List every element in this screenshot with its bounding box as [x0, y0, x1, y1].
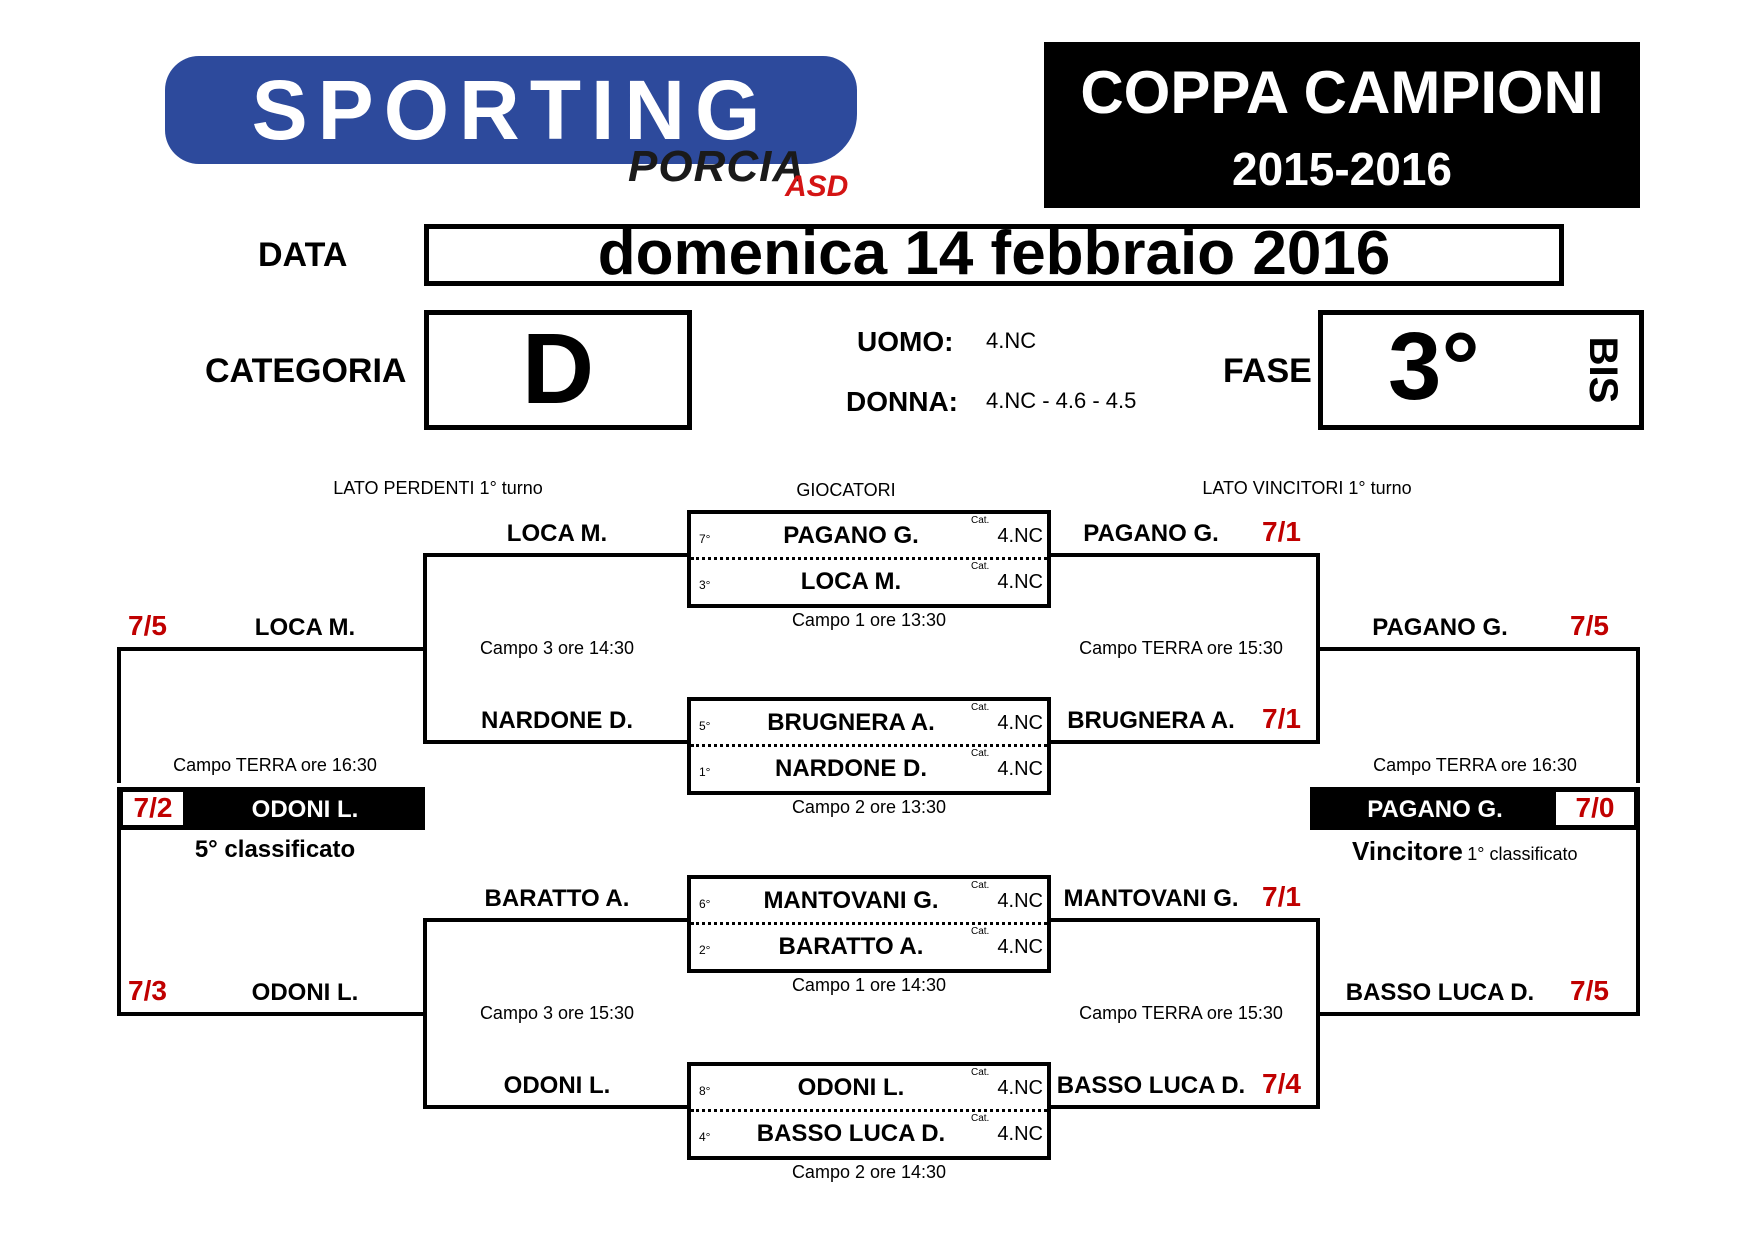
- match-player-row: [691, 514, 1047, 558]
- losers-r2-score: 7/3: [128, 975, 167, 1006]
- losers-r1-name: LOCA M.: [506, 520, 608, 547]
- losers-r1-name: ODONI L.: [503, 1072, 611, 1099]
- seed: 7°: [699, 532, 711, 546]
- match-player-row: [691, 560, 1047, 604]
- winner-place: 1° classificato: [1467, 844, 1578, 864]
- seed: 6°: [699, 897, 711, 911]
- player-category: 4.NC: [997, 525, 1043, 547]
- cat-label: Cat.: [971, 1113, 990, 1124]
- match-box-2: [687, 697, 1051, 795]
- seed: 2°: [699, 943, 711, 957]
- cat-label: Cat.: [971, 748, 990, 759]
- match-player-row: [691, 701, 1047, 745]
- header-players: GIOCATORI: [796, 480, 896, 500]
- player-name: BRUGNERA A.: [767, 709, 935, 736]
- player-name: MANTOVANI G.: [763, 887, 939, 914]
- winners-r1-name: PAGANO G.: [1083, 520, 1219, 547]
- player-category: 4.NC: [997, 571, 1043, 593]
- winners-r1-score: 7/1: [1262, 703, 1301, 734]
- winners-r2-name: BASSO LUCA D.: [1345, 979, 1535, 1006]
- player-category: 4.NC: [997, 712, 1043, 734]
- bracket-line: [423, 1105, 687, 1109]
- seed: 4°: [699, 1130, 711, 1144]
- player-name: NARDONE D.: [774, 755, 927, 782]
- player-name: BASSO LUCA D.: [756, 1120, 946, 1147]
- bracket-line: [117, 830, 121, 1016]
- winner-label: Vincitore: [1352, 836, 1463, 866]
- logo-sub-text: PORCIA: [628, 142, 806, 191]
- match-player-row: [691, 925, 1047, 969]
- seed: 8°: [699, 1084, 711, 1098]
- cat-label: Cat.: [971, 702, 990, 713]
- match-player-row: [691, 747, 1047, 791]
- player-category: 4.NC: [997, 1077, 1043, 1099]
- player-category: 4.NC: [997, 758, 1043, 780]
- category-value: D: [521, 313, 595, 425]
- winners-r2-score: 7/5: [1570, 610, 1609, 641]
- phase-tag: BIS: [1581, 336, 1625, 404]
- date-label: DATA: [258, 236, 348, 274]
- match-box-4: [687, 1062, 1051, 1160]
- bracket-line: [1051, 553, 1320, 557]
- match-court: Campo 2 ore 13:30: [791, 797, 947, 817]
- final-score-right: 7/0: [1575, 792, 1615, 823]
- match-court: Campo 2 ore 14:30: [791, 1162, 947, 1182]
- player-name: PAGANO G.: [783, 522, 919, 549]
- winners-r1-name: BASSO LUCA D.: [1056, 1072, 1246, 1099]
- bracket-line: [423, 553, 687, 557]
- cat-label: Cat.: [971, 561, 990, 572]
- player-category: 4.NC: [997, 890, 1043, 912]
- winners-r1-name: MANTOVANI G.: [1063, 885, 1239, 912]
- phase-label: FASE: [1223, 352, 1312, 390]
- court-info: Campo TERRA ore 15:30: [1079, 1003, 1283, 1023]
- winners-r1-score: 7/4: [1262, 1068, 1301, 1099]
- player-name: LOCA M.: [800, 568, 902, 595]
- bracket-line: [1051, 740, 1320, 744]
- header-winners-side: LATO VINCITORI 1° turno: [1202, 478, 1412, 498]
- match-court: Campo 1 ore 14:30: [791, 975, 947, 995]
- player-name: BARATTO A.: [778, 933, 924, 960]
- losers-r2-score: 7/5: [128, 610, 167, 641]
- losers-r1-name: NARDONE D.: [480, 707, 633, 734]
- court-info: Campo 3 ore 14:30: [479, 638, 635, 658]
- final-name-right: PAGANO G.: [1367, 796, 1503, 823]
- cat-label: Cat.: [971, 880, 990, 891]
- header-losers-side: LATO PERDENTI 1° turno: [333, 478, 543, 498]
- match-player-row: [691, 1066, 1047, 1110]
- phase-value: 3°: [1388, 313, 1480, 420]
- bracket-line: [1051, 918, 1320, 922]
- court-info: Campo TERRA ore 16:30: [1373, 755, 1577, 775]
- winners-r1-score: 7/1: [1262, 516, 1301, 547]
- match-player-row: [691, 879, 1047, 923]
- bracket-line: [117, 1012, 427, 1016]
- logo-main-text: SPORTING: [251, 63, 771, 157]
- bracket-line: [1051, 1105, 1320, 1109]
- match-court: Campo 1 ore 13:30: [791, 610, 947, 630]
- bracket-line: [117, 647, 427, 651]
- seed: 3°: [699, 578, 711, 592]
- logo-suffix-text: ASD: [785, 170, 849, 203]
- bracket-line: [423, 918, 687, 922]
- men-label: UOMO:: [857, 326, 954, 357]
- final-score-left: 7/2: [133, 792, 173, 823]
- bracket-line: [423, 740, 687, 744]
- player-name: ODONI L.: [797, 1074, 905, 1101]
- losers-r2-name: ODONI L.: [251, 979, 359, 1006]
- winner-caption: [1352, 836, 1642, 867]
- losers-r2-name: LOCA M.: [254, 614, 356, 641]
- court-info: Campo TERRA ore 16:30: [173, 755, 377, 775]
- category-label: CATEGORIA: [205, 352, 407, 390]
- seed: 1°: [699, 765, 711, 779]
- final-name-left: ODONI L.: [251, 796, 359, 823]
- winners-r1-score: 7/1: [1262, 881, 1301, 912]
- player-category: 4.NC: [997, 936, 1043, 958]
- court-info: Campo TERRA ore 15:30: [1079, 638, 1283, 658]
- women-value: 4.NC - 4.6 - 4.5: [986, 388, 1137, 413]
- men-value: 4.NC: [986, 328, 1037, 353]
- bracket-line: [117, 647, 121, 783]
- bracket-line: [1316, 647, 1640, 651]
- season: 2015-2016: [1232, 143, 1452, 195]
- final-place-left: 5° classificato: [194, 836, 356, 863]
- winners-r2-name: PAGANO G.: [1372, 614, 1508, 641]
- losers-r1-name: BARATTO A.: [484, 885, 630, 912]
- court-info: Campo 3 ore 15:30: [479, 1003, 635, 1023]
- cat-label: Cat.: [971, 926, 990, 937]
- match-box-3: [687, 875, 1051, 973]
- seed: 5°: [699, 719, 711, 733]
- date-value: domenica 14 febbraio 2016: [597, 219, 1391, 288]
- winners-r1-name: BRUGNERA A.: [1067, 707, 1235, 734]
- winners-r2-score: 7/5: [1570, 975, 1609, 1006]
- player-category: 4.NC: [997, 1123, 1043, 1145]
- page-title: COPPA CAMPIONI: [1080, 59, 1604, 126]
- cat-label: Cat.: [971, 1067, 990, 1078]
- cat-label: Cat.: [971, 515, 990, 526]
- bracket-line: [1316, 1012, 1640, 1016]
- match-box-1: [687, 510, 1051, 608]
- women-label: DONNA:: [846, 386, 958, 417]
- bracket-line: [1636, 647, 1640, 783]
- match-player-row: [691, 1112, 1047, 1156]
